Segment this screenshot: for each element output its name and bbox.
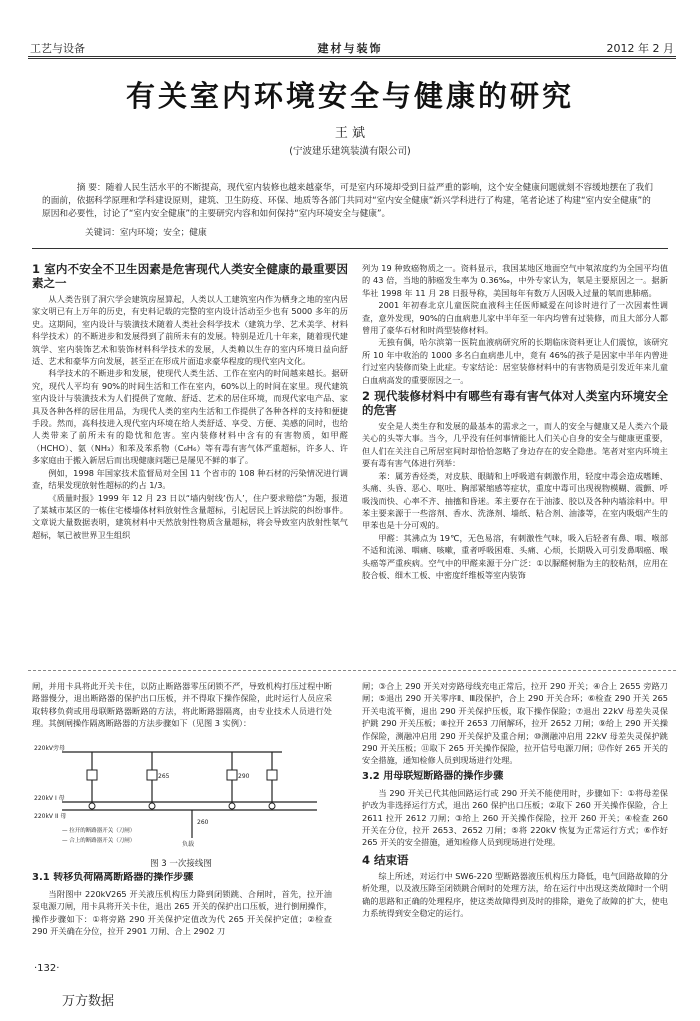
paragraph: 安全是人类生存和发展的最基本的需求之一，而人的安全与健康又是人类六个最关心的头等大事。当今，几乎没有任何事情能比人们关心自身的安全与健康更重要，但人们在关注自己所居室间时却恰恰忽略了身边存在的安全隐患。笔者对室内环境主要有毒有害气体进行列举： (362, 421, 668, 469)
subsection-3-2-heading: 3.2 用母联短断路器的操作步骤 (362, 770, 504, 782)
paragraph: 当 290 开关已代其他回路运行或 290 开关不能使用时，步骤如下：①将母差保护改为非选择运行方式，退出 260 保护出口压板；②取下 260 开关操作保险，合上 2611 拉开 2612 刀闸；③给上 260 开关操作保险，拉开 260 开关；④检查 260 开关在分位，拉开 2653、2652 刀闸；⑤将 220kV 恢复为正常运行方式；⑥作好 265 开关的安全措施，通知检修人员到现场进行处理。 (362, 787, 668, 848)
bus-top-label: 220kV旁母 (34, 745, 66, 752)
subsection-3-1-heading: 3.1 转移负荷隔离断路器的操作步骤 (32, 872, 194, 883)
paragraph: 例如，1998 年国家技术监督局对全国 11 个省市的 108 种石材的污染情况进行调查，结果发现放射性超标的约占 1/3。 (32, 467, 348, 491)
lower-left-column-top (32, 680, 332, 740)
section-separator (28, 670, 676, 671)
keywords: 关键词：室内环境；安全；健康 (85, 228, 207, 238)
section-4-heading: 4 结束语 (362, 852, 409, 867)
paragraph: 甲醛：其沸点为 19℃，无色易溶，有刺激性气味，吸入后轻者有鼻、咽、喉部不适和流涕、咽痛、咳嗽，重者呼吸困难、头痛、心烦，长期吸入可引发鼻咽癌、喉头癌等严重疾病。空气中的甲醛来源于分广泛：①以脲醛树脂为主的胶粘剂，应用在胶合板、细木工板、中密度纤维板等室内装饰 (362, 532, 668, 580)
paragraph: 无独有偶，哈尔滨第一医院血液病研究所的长期临床资料更让人们震惊，该研究所 10 年中收治的 1000 多名白血病患儿中，竟有 46%的孩子是因家中半年内曾进行过室内装修而染上此症。专家结论：居室装修材料中的有害物质是引发近年来儿童白血病高发的重要原因之一。 (362, 337, 668, 385)
breaker-265: 265 (158, 773, 170, 780)
paragraph: 闸；③合上 290 开关对旁路母线充电正常后，拉开 290 开关；④合上 2655 旁路刀闸；⑤退出 290 开关零序Ⅱ、Ⅲ段保护，合上 290 开关合环；⑥检查 290 开关 265 开关电流平衡，退出 290 开关保护压板，取下操作保险；⑦退出 22kV 母差失灵保护跳 290 开关压板；⑧拉开 2653 刀闸解环，拉开 2652 刀闸；⑨给上 290 开关操作保险，测融冲启用 290 开关保护及重合闸；⑩测融冲启用 22kV 母差失灵保护跳 290 开关压板；⑪取下 265 开关操作保险，拉开信号电源刀闸；⑫作好 265 开关的安全措施，通知检修人员到现场进行处理。 (362, 681, 668, 766)
paragraph: 《质量时报》1999 年 12 月 23 日以“墙内射线‘伤人’，住户要求赔偿”为题，报道了某城市某区的一栋住宅楼墙体材料放射性含量超标，引起居民上诉法院的纠纷事件。文章说大量数据表明，建筑材料中天然放射性物质含量超标，将会导致室内放射性氡气超标，氡已被世界卫生组织 (32, 492, 348, 540)
header-rule (28, 56, 676, 57)
legend-closed: — 合上的断路器开关（刀闸） (62, 838, 136, 844)
paragraph: 当附图中 220kV265 开关液压机构压力降到闭锁跳、合闸时，首先，拉开油泵电源刀闸，用卡具将开关卡住，退出 265 开关的保护出口压板，进行倒闸操作，操作步骤如下：①将旁路 290 开关保护定值改为代 265 开关保护定值；②检查 290 开关确在分位，拉开 2901 刀闸、合上 2902 刀 (32, 889, 332, 937)
paragraph: 列为 19 种致癌物质之一。资料显示，我国某地区地面空气中氡浓度约为全国平均值的 43 倍，当地的肺癌发生率为 0.36‰，中外专家认为，氡是主要原因之一。据新华社 1998 年 11 月 28 日报导称，美国每年有数万人因吸入过量的氡而患肺癌。 (362, 263, 668, 298)
figure-caption: 图 3 一次接线图 (150, 859, 212, 869)
paragraph: 2001 年初春北京儿童医院血液科主任医师臧爱在问诊时进行了一次因素性调查，意外发现，90%的白血病患儿家中半年至一年内均曾有过装修，而且大部分人都曾用了豪华石材和时尚型装修材料。 (362, 300, 668, 336)
watermark: 万方数据 (62, 994, 115, 1009)
load-label: 负载 (182, 841, 195, 848)
breaker-260: 260 (197, 819, 209, 826)
abstract-rule (32, 248, 668, 249)
upper-left-column (32, 262, 348, 662)
article-title: 有关室内环境安全与健康的研究 (125, 79, 574, 113)
abstract: 摘 要：随着人民生活水平的不断提高，现代室内装修也越来越豪华，可是室内环境却受到日益严重的影响，这个安全健康问题就刻不容缓地摆在了我们的面前，依据科学原理和学科建设原则，建筑、卫生防疫、环保、地质等各部门共同对“室内安全健康”新兴学科进行了构建，笔者论述了构建“室内安全健康”的原因和必要性，讨论了“室内安全健康”的主要研究内容和如何保持“室内环境安全与健康”。 (42, 183, 653, 219)
issue-date: 2012 年 2 月 (606, 42, 674, 55)
header-rule-2 (28, 58, 676, 59)
page-number: ·132· (34, 963, 60, 974)
bus-a-label: 220kV I 母 (34, 795, 65, 802)
journal-name: 建材与装饰 (317, 42, 383, 55)
lower-right-column (362, 680, 668, 958)
affiliation: (宁波建乐建筑装潢有限公司) (289, 146, 411, 157)
legend-open: — 拉开的断路器开关（刀闸） (62, 828, 136, 834)
journal-section: 工艺与设备 (30, 42, 85, 55)
paragraph: 闸，并用卡具将此开关卡住，以防止断路器零压闭锁不严，导致机构打压过程中断路器慢分，退出断路器的保护出口压板，并不得取下操作保险，此时运行人员应采取转移负荷或用母联断路器断路的方法，将此断路器隔离，由专业技术人员进行处理。其倒闸操作隔离断路器的方法步骤如下（见图 3 实例）： (32, 681, 332, 729)
lower-left-column-bottom (32, 872, 332, 956)
breaker-290: 290 (238, 773, 250, 780)
paragraph: 综上所述，对运行中 SW6-220 型断路器液压机构压力降低，电气回路故障的分析处理，以及液压降至闭锁跳合闸时的处理方法，给在运行中出现这类故障时一个明确的思路和正确的处理程序，使这类故障得到及时的排除，避免了故障的扩大，使电力系统得到安全稳定的运行。 (362, 870, 668, 919)
author: 王 斌 (334, 126, 366, 141)
section-1-heading: 1 室内不安全不卫生因素是危害现代人类安全健康的最重要因素之一 (32, 262, 348, 290)
paragraph: 苯：属芳香烃类，对皮肤、眼睛和上呼吸道有刺激作用，轻度中毒会造成嗜睡、头痛、头昏、恶心、呕吐、胸部紧缩感等症状，重度中毒可出现视物模糊、震颤、呼吸浅而快、心率不齐、抽搐和昏迷。苯主要存在于油漆、胶以及各种内墙涂料中。甲苯主要来源于一些溶剂、香水、洗涤剂、墙纸、粘合剂、油漆等，在室内吸烟产生的甲苯也是十分可观的。 (362, 470, 668, 531)
wiring-diagram (32, 740, 330, 852)
section-2-heading: 2 现代装修材料中有哪些有毒有害气体对人类室内环境安全的危害 (362, 389, 668, 418)
bus-b-label: 220kV II 母 (34, 813, 67, 820)
paragraph: 科学技术的不断进步和发展，使现代人类生活、工作在室内的时间越来越长。据研究，现代人平均有 90%的时间生活和工作在室内，60%以上的时间在家里。现代建筑室内设计与装潢技术为人们提供了宽敞、舒适、艺术的居住环境，而现代家电产品、家具及各种各样的居住用品，为现代人类的室内生活和工作提供了各种各样的支持和便捷手段。然而，高科技进入现代室内环境在给人类舒适、享受、方便、美感的同时，也给人类带来了前所未有的隐忧和危害。室内装修材料中含有的有害物质，如甲醛（HCHO）、氨（NH₃）和苯及苯系物（C₆H₆）等有毒有害气体严重超标，许多人、许多家庭由于搬入新居后而出现健康问题已是屡见不鲜的事了。 (32, 368, 348, 466)
upper-right-column (362, 262, 668, 662)
paragraph: 从人类告别了洞穴学会建筑房屋算起，人类以人工建筑室内作为栖身之地的室内居家文明已有上万年的历史，有史料记载的完整的室内设计活动至少也有 5000 多年的历史。这期间，室内设计与装潢技术随着人类社会科学技术（建筑力学、艺术美学、材料科学技术）的不断进步和发展得到了前所未有的发展。特别是近几十年来，随着现代建筑学、室内装饰艺术和装饰材料科学技术的发展，人类赖以生存的室内环境日益向舒适、艺术和豪华方向发展，甚至正在形成片面追求豪华程度的现代室内文化。 (32, 294, 348, 367)
